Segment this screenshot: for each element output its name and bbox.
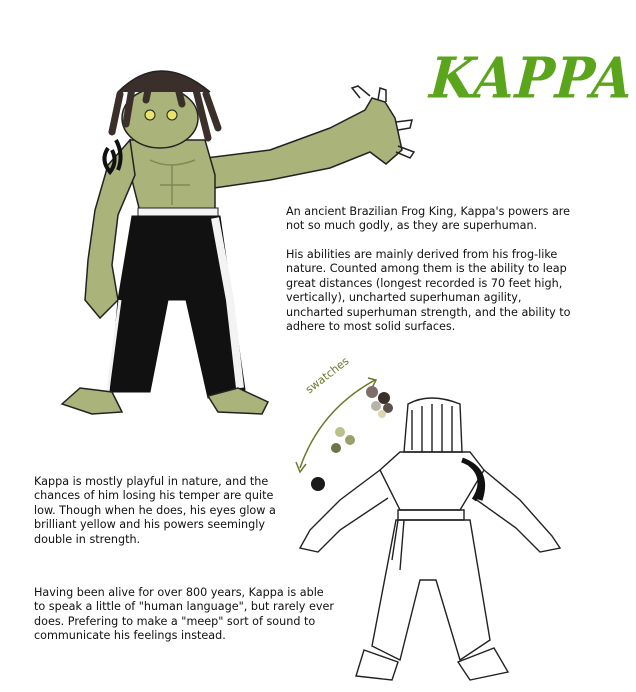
swatch-dot xyxy=(335,427,345,437)
language-paragraph: Having been alive for over 800 years, Kappa is able to speak a little of "human language", but rarely ever does. Prefering to make a "meep" sort of sound to communicate his feelings instead. xyxy=(34,586,334,643)
intro-paragraph: An ancient Brazilian Frog King, Kappa's powers are not so much godly, as they are superhuman. xyxy=(286,205,571,233)
temperament-paragraph: Kappa is mostly playful in nature, and the chances of him losing his temper are quite low. Though when he does, his eyes glow a brilliant yellow and his powers seemingly double in strength. xyxy=(34,475,276,546)
abilities-paragraph: His abilities are mainly derived from his frog-like nature. Counted among them is the ability to leap great distances (longest recorded is 70 feet high, vertically), uncharted superhuman agility, uncharted superhuman strength, and the ability to adhere to most solid surfaces. xyxy=(286,248,571,334)
swatch-dot xyxy=(371,401,381,411)
swatch-dot xyxy=(331,443,341,453)
swatches-label: swatches xyxy=(303,354,352,397)
swatch-dot xyxy=(378,410,386,418)
swatch-dot xyxy=(345,435,355,445)
swatch-dot xyxy=(378,392,390,404)
swatch-dot xyxy=(366,386,378,398)
page-title: KAPPA xyxy=(427,45,636,112)
swatch-dots xyxy=(311,386,393,491)
swatch-dot xyxy=(311,477,325,491)
